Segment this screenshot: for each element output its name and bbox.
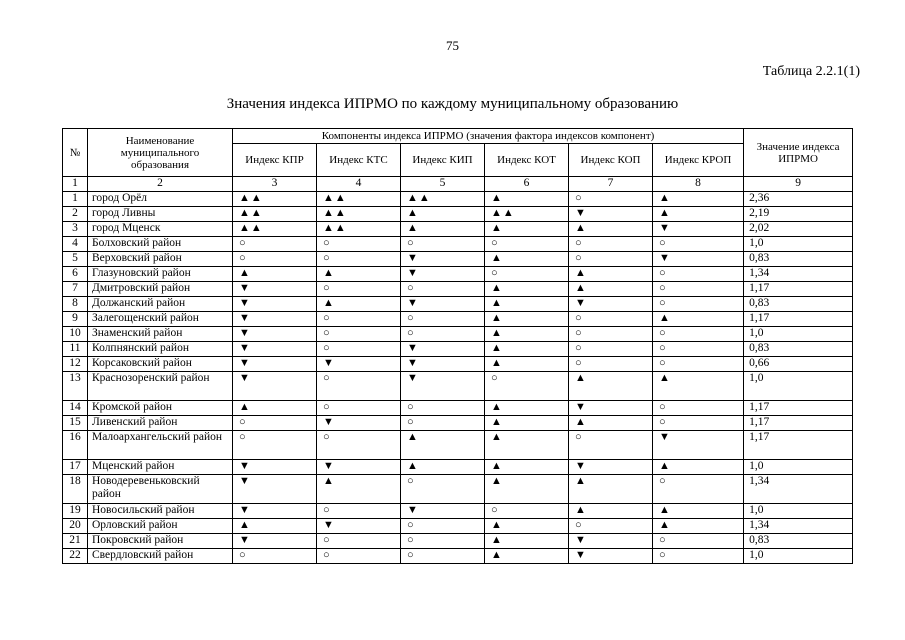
index-mark: ○ (653, 416, 744, 431)
table-label: Таблица 2.2.1(1) (762, 64, 860, 79)
ipmo-value: 1,17 (744, 431, 853, 460)
municipality-name: Орловский район (88, 519, 233, 534)
table-row (63, 222, 853, 237)
ipmo-value: 2,36 (744, 192, 853, 207)
table-row (63, 416, 853, 431)
row-number: 1 (63, 192, 88, 207)
column-number: 3 (233, 177, 317, 192)
index-mark: ▼ (401, 504, 485, 519)
index-mark: ○ (317, 282, 401, 297)
index-mark: ▲ (485, 534, 569, 549)
index-mark: ▼ (653, 431, 744, 460)
row-number: 6 (63, 267, 88, 282)
index-mark: ▼ (317, 460, 401, 475)
index-mark: ▼ (653, 222, 744, 237)
index-mark: ▼ (401, 267, 485, 282)
index-mark: ▲ (653, 504, 744, 519)
index-mark: ○ (317, 237, 401, 252)
index-mark: ▲ (485, 252, 569, 267)
index-mark: ▲ (485, 312, 569, 327)
index-mark: ▲ (317, 297, 401, 312)
index-mark: ○ (653, 267, 744, 282)
index-mark: ▼ (233, 460, 317, 475)
index-mark: ▼ (569, 534, 653, 549)
index-mark: ▼ (233, 534, 317, 549)
ipmo-value: 1,34 (744, 519, 853, 534)
index-mark: ▼ (569, 297, 653, 312)
ipmo-value: 1,0 (744, 327, 853, 342)
municipality-name: Кромской район (88, 401, 233, 416)
index-mark: ○ (653, 357, 744, 372)
municipality-name: Мценский район (88, 460, 233, 475)
ipmo-value: 2,02 (744, 222, 853, 237)
row-number: 14 (63, 401, 88, 416)
ipmo-value: 1,17 (744, 416, 853, 431)
index-mark: ▲ (485, 519, 569, 534)
municipality-name: Знаменский район (88, 327, 233, 342)
index-mark: ▼ (233, 372, 317, 401)
index-mark: ▼ (233, 475, 317, 504)
index-mark: ▲ (401, 431, 485, 460)
index-mark: ○ (317, 401, 401, 416)
table-row (63, 431, 853, 460)
index-mark: ▼ (569, 401, 653, 416)
index-mark: ○ (569, 312, 653, 327)
row-number: 18 (63, 475, 88, 504)
municipality-name: город Ливны (88, 207, 233, 222)
row-number: 19 (63, 504, 88, 519)
header-index: Индекс КПР (233, 144, 317, 177)
table-row (63, 312, 853, 327)
index-mark: ○ (233, 416, 317, 431)
municipality-name: Новодеревеньковский район (88, 475, 233, 504)
index-mark: ▲ (569, 475, 653, 504)
column-number: 4 (317, 177, 401, 192)
index-mark: ▼ (317, 357, 401, 372)
municipality-name: Должанский район (88, 297, 233, 312)
index-mark: ▼ (233, 504, 317, 519)
index-mark: ○ (569, 192, 653, 207)
index-mark: ▲ (653, 192, 744, 207)
table-row (63, 475, 853, 504)
municipality-name: Малоархангельский район (88, 431, 233, 460)
row-number: 17 (63, 460, 88, 475)
municipality-name: Колпнянский район (88, 342, 233, 357)
ipmo-value: 1,0 (744, 549, 853, 564)
index-mark: ○ (233, 252, 317, 267)
table-row (63, 282, 853, 297)
row-number: 12 (63, 357, 88, 372)
index-mark: ▲▲ (317, 207, 401, 222)
municipality-name: Покровский район (88, 534, 233, 549)
index-mark: ▼ (233, 342, 317, 357)
header-index: Индекс КОТ (485, 144, 569, 177)
row-number: 22 (63, 549, 88, 564)
column-number: 5 (401, 177, 485, 192)
row-number: 15 (63, 416, 88, 431)
index-mark: ▲ (317, 267, 401, 282)
index-mark: ○ (653, 327, 744, 342)
index-mark: ▼ (401, 252, 485, 267)
index-mark: ▲ (233, 267, 317, 282)
ipmo-value: 0,83 (744, 252, 853, 267)
page-number: 75 (446, 38, 459, 53)
ipmo-value: 2,19 (744, 207, 853, 222)
index-mark: ▲ (485, 327, 569, 342)
municipality-name: Краснозоренский район (88, 372, 233, 401)
index-mark: ○ (653, 342, 744, 357)
row-number: 7 (63, 282, 88, 297)
index-mark: ○ (485, 372, 569, 401)
index-mark: ▲ (485, 549, 569, 564)
table-row (63, 460, 853, 475)
index-mark: ▼ (401, 342, 485, 357)
table-row (63, 297, 853, 312)
row-number: 21 (63, 534, 88, 549)
index-mark: ▲ (401, 207, 485, 222)
ipmo-value: 0,83 (744, 342, 853, 357)
index-mark: ▼ (233, 297, 317, 312)
row-number: 16 (63, 431, 88, 460)
table-row (63, 549, 853, 564)
ipmo-table (62, 128, 853, 564)
index-mark: ▲ (653, 519, 744, 534)
index-mark: ▲▲ (401, 192, 485, 207)
index-mark: ○ (317, 342, 401, 357)
index-mark: ▼ (653, 252, 744, 267)
index-mark: ○ (317, 431, 401, 460)
index-mark: ○ (317, 504, 401, 519)
index-mark: ○ (653, 534, 744, 549)
ipmo-value: 1,17 (744, 401, 853, 416)
table-row (63, 504, 853, 519)
ipmo-value: 0,66 (744, 357, 853, 372)
index-mark: ▼ (569, 460, 653, 475)
index-mark: ▼ (233, 282, 317, 297)
index-mark: ▲ (485, 431, 569, 460)
table-row (63, 372, 853, 401)
index-mark: ▼ (401, 372, 485, 401)
table-row (63, 357, 853, 372)
index-mark: ▲ (485, 222, 569, 237)
index-mark: ▼ (233, 312, 317, 327)
index-mark: ▲▲ (233, 192, 317, 207)
index-mark: ○ (317, 312, 401, 327)
table-row (63, 327, 853, 342)
index-mark: ○ (317, 549, 401, 564)
index-mark: ○ (401, 519, 485, 534)
municipality-name: город Орёл (88, 192, 233, 207)
index-mark: ▲ (485, 342, 569, 357)
index-mark: ▲ (653, 312, 744, 327)
table-row (63, 192, 853, 207)
index-mark: ○ (401, 327, 485, 342)
index-mark: ▲ (485, 297, 569, 312)
header-index: Индекс КРОП (653, 144, 744, 177)
table-row (63, 237, 853, 252)
header-index: Индекс КОП (569, 144, 653, 177)
index-mark: ▲ (569, 282, 653, 297)
table-body (63, 192, 853, 564)
municipality-name: Верховский район (88, 252, 233, 267)
index-mark: ▼ (233, 357, 317, 372)
index-mark: ▼ (233, 327, 317, 342)
table-row (63, 252, 853, 267)
table-row (63, 401, 853, 416)
header-name: Наименование муниципального образования (88, 129, 233, 177)
index-mark: ▲▲ (317, 192, 401, 207)
row-number: 4 (63, 237, 88, 252)
row-number: 3 (63, 222, 88, 237)
index-mark: ▲ (485, 416, 569, 431)
index-mark: ○ (569, 519, 653, 534)
index-mark: ▲ (485, 192, 569, 207)
index-mark: ○ (401, 401, 485, 416)
header-components: Компоненты индекса ИПРМО (значения фактора индексов компонент) (233, 129, 744, 144)
index-mark: ▲ (569, 416, 653, 431)
municipality-name: Глазуновский район (88, 267, 233, 282)
table-row (63, 342, 853, 357)
index-mark: ▲ (569, 222, 653, 237)
index-mark: ▲ (317, 475, 401, 504)
index-mark: ○ (653, 475, 744, 504)
ipmo-value: 1,0 (744, 372, 853, 401)
ipmo-value: 0,83 (744, 534, 853, 549)
index-mark: ▲ (485, 401, 569, 416)
index-mark: ▲ (401, 222, 485, 237)
header-index: Индекс КИП (401, 144, 485, 177)
row-number: 11 (63, 342, 88, 357)
ipmo-value: 1,0 (744, 460, 853, 475)
table-row (63, 207, 853, 222)
index-mark: ○ (233, 549, 317, 564)
index-mark: ▼ (401, 297, 485, 312)
index-mark: ▼ (317, 416, 401, 431)
index-mark: ▲▲ (233, 222, 317, 237)
index-mark: ▲ (485, 460, 569, 475)
ipmo-value: 1,0 (744, 504, 853, 519)
municipality-name: Дмитровский район (88, 282, 233, 297)
index-mark: ○ (317, 252, 401, 267)
index-mark: ○ (485, 237, 569, 252)
index-mark: ○ (317, 327, 401, 342)
index-mark: ○ (401, 282, 485, 297)
ipmo-value: 0,83 (744, 297, 853, 312)
index-mark: ○ (401, 475, 485, 504)
index-mark: ○ (233, 431, 317, 460)
table-title: Значения индекса ИПРМО по каждому муниципальному образованию (226, 96, 679, 112)
index-mark: ▼ (569, 207, 653, 222)
index-mark: ○ (401, 549, 485, 564)
municipality-name: Новосильский район (88, 504, 233, 519)
municipality-name: Болховский район (88, 237, 233, 252)
column-number: 7 (569, 177, 653, 192)
table-row (63, 534, 853, 549)
municipality-name: Ливенский район (88, 416, 233, 431)
index-mark: ▲▲ (317, 222, 401, 237)
header-value: Значение индекса ИПРМО (744, 129, 853, 177)
row-number: 20 (63, 519, 88, 534)
index-mark: ▲ (569, 267, 653, 282)
municipality-name: Свердловский район (88, 549, 233, 564)
ipmo-value: 1,34 (744, 267, 853, 282)
index-mark: ○ (569, 252, 653, 267)
index-mark: ▲ (485, 282, 569, 297)
index-mark: ▲▲ (485, 207, 569, 222)
index-mark: ○ (401, 312, 485, 327)
index-mark: ▲ (485, 357, 569, 372)
index-mark: ▼ (569, 549, 653, 564)
index-mark: ○ (401, 534, 485, 549)
index-mark: ▲ (401, 460, 485, 475)
index-mark: ▼ (317, 519, 401, 534)
index-mark: ○ (485, 504, 569, 519)
index-mark: ○ (653, 401, 744, 416)
row-number: 13 (63, 372, 88, 401)
municipality-name: Корсаковский район (88, 357, 233, 372)
column-number: 8 (653, 177, 744, 192)
index-mark: ○ (317, 372, 401, 401)
index-mark: ▲ (485, 475, 569, 504)
header-no: № (63, 129, 88, 177)
table-row (63, 519, 853, 534)
municipality-name: Залегощенский район (88, 312, 233, 327)
index-mark: ○ (569, 237, 653, 252)
index-mark: ○ (653, 297, 744, 312)
index-mark: ○ (569, 342, 653, 357)
index-mark: ▲ (653, 372, 744, 401)
row-number: 10 (63, 327, 88, 342)
header-index: Индекс КТС (317, 144, 401, 177)
column-number: 9 (744, 177, 853, 192)
index-mark: ○ (317, 534, 401, 549)
index-mark: ▲ (569, 504, 653, 519)
index-mark: ○ (569, 327, 653, 342)
index-mark: ▲▲ (233, 207, 317, 222)
index-mark: ▲ (233, 401, 317, 416)
index-mark: ○ (569, 357, 653, 372)
index-mark: ○ (401, 237, 485, 252)
index-mark: ▲ (233, 519, 317, 534)
index-mark: ○ (653, 282, 744, 297)
index-mark: ▼ (401, 357, 485, 372)
table-row (63, 267, 853, 282)
row-number: 2 (63, 207, 88, 222)
column-numbers-row (63, 177, 853, 192)
row-number: 9 (63, 312, 88, 327)
ipmo-value: 1,34 (744, 475, 853, 504)
index-mark: ○ (401, 416, 485, 431)
index-mark: ○ (653, 237, 744, 252)
index-mark: ▲ (653, 460, 744, 475)
ipmo-value: 1,17 (744, 312, 853, 327)
index-mark: ▲ (569, 372, 653, 401)
ipmo-value: 1,17 (744, 282, 853, 297)
column-number: 1 (63, 177, 88, 192)
column-number: 6 (485, 177, 569, 192)
ipmo-value: 1,0 (744, 237, 853, 252)
index-mark: ○ (569, 431, 653, 460)
row-number: 5 (63, 252, 88, 267)
index-mark: ○ (485, 267, 569, 282)
row-number: 8 (63, 297, 88, 312)
municipality-name: город Мценск (88, 222, 233, 237)
column-number: 2 (88, 177, 233, 192)
index-mark: ▲ (653, 207, 744, 222)
index-mark: ○ (233, 237, 317, 252)
index-mark: ○ (653, 549, 744, 564)
